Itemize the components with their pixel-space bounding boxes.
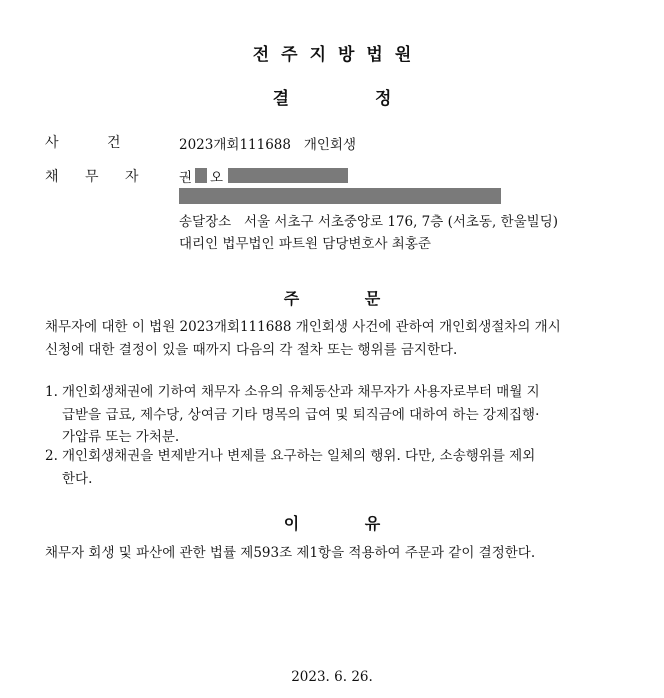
order-title: 주 문 — [283, 289, 381, 308]
document-type: 결 정 — [272, 89, 392, 109]
case-label: 사 건 — [45, 135, 123, 151]
order-item-line: 한다. — [62, 471, 93, 487]
debtor-label: 채 무 자 — [45, 169, 141, 185]
order-item-line: 개인회생채권에 기하여 채무자 소유의 유체동산과 채무자가 사용자로부터 매월 지 — [62, 384, 540, 400]
service-address: 송달장소 서울 서초구 서초중앙로 176, 7층 (서초동, 한울빌딩) — [179, 214, 558, 230]
debtor-name-last: 오 — [210, 170, 224, 186]
reason-text: 채무자 회생 및 파산에 관한 법률 제593조 제1항을 적용하여 주문과 같이 결정한다. — [45, 545, 536, 561]
order-item-line: 가압류 또는 가처분. — [62, 429, 180, 445]
order-intro-line-2: 신청에 대한 결정이 있을 때까지 다음의 각 절차 또는 행위를 금지한다. — [45, 342, 458, 358]
order-item-number: 2. — [45, 448, 58, 464]
reason-title: 이 유 — [283, 514, 381, 533]
redaction-block — [228, 168, 348, 183]
redaction-block — [195, 168, 207, 183]
legal-agent: 대리인 법무법인 파트원 담당변호사 최홍준 — [179, 236, 431, 252]
redacted-address — [179, 188, 501, 204]
court-name: 전주지방법원 — [252, 45, 424, 65]
decision-date: 2023. 6. 26. — [291, 669, 373, 685]
order-intro-line-1: 채무자에 대한 이 법원 2023개회111688 개인회생 사건에 관하여 개인회생절차의 개시 — [45, 319, 561, 335]
case-number: 2023개회111688 개인회생 — [179, 137, 357, 153]
order-item-line: 개인회생채권을 변제받거나 변제를 요구하는 일체의 행위. 다만, 소송행위를 제외 — [62, 448, 536, 464]
order-item-number: 1. — [45, 384, 58, 400]
debtor-name-first: 권 — [179, 170, 193, 186]
order-item-line: 급받을 급료, 제수당, 상여금 기타 명목의 급여 및 퇴직금에 대하여 하는 강제집행· — [62, 407, 540, 423]
